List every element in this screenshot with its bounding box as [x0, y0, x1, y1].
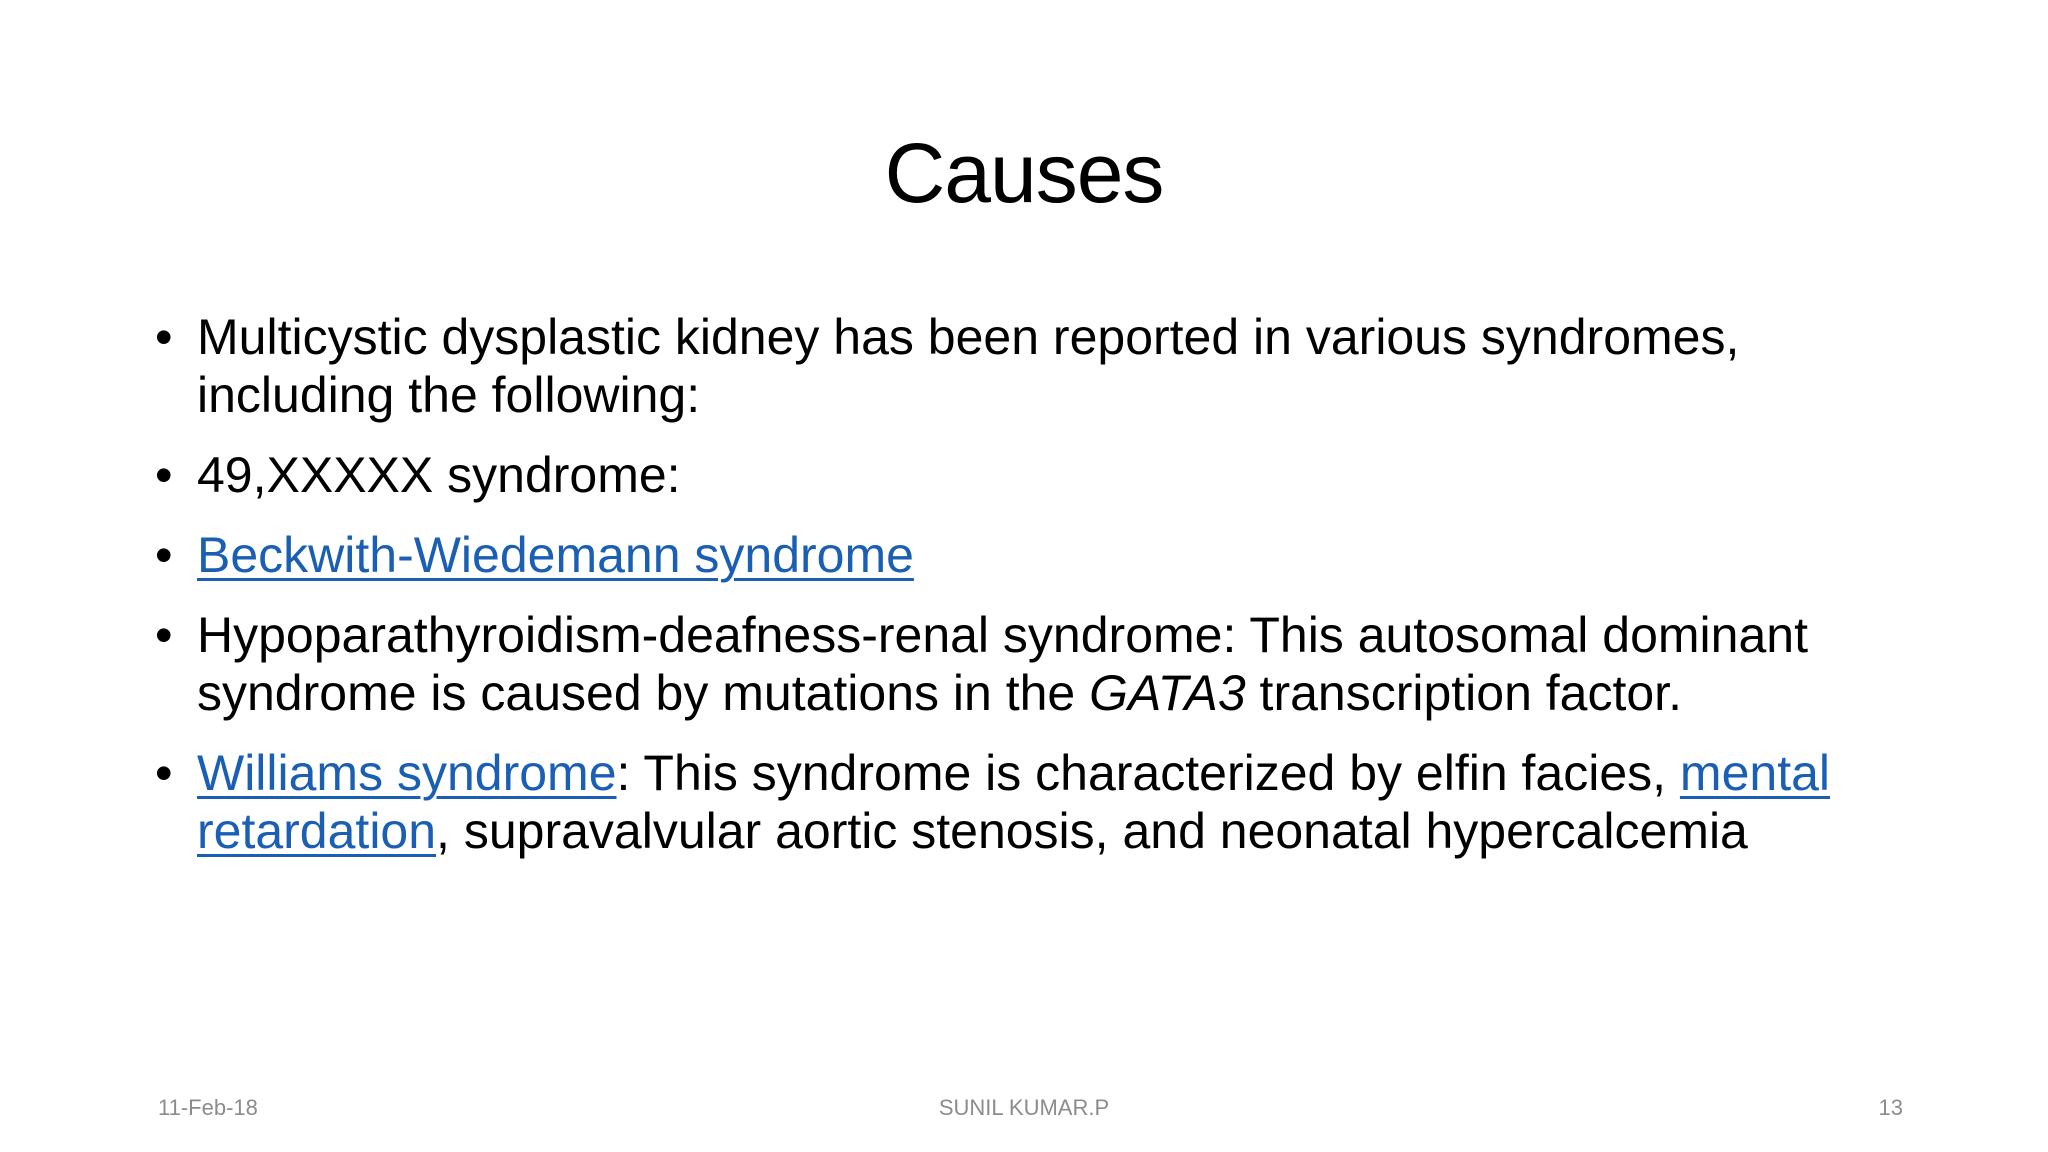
- footer-author: SUNIL KUMAR.P: [938, 1095, 1110, 1120]
- bullet-text: transcription factor.: [1245, 665, 1682, 721]
- williams-syndrome-link[interactable]: Williams syndrome: [197, 745, 617, 801]
- bullet-text: , supravalvular aortic stenosis, and neonatal hypercalcemia: [436, 803, 1748, 859]
- bullet-text: 49,XXXXX syndrome:: [197, 447, 681, 503]
- bullet-list: [155, 308, 1935, 882]
- bullet-item: [155, 744, 1935, 860]
- gene-name: GATA3: [1089, 665, 1246, 721]
- bullet-dot: •: [155, 447, 173, 503]
- bullet-item: [155, 446, 1935, 504]
- bullet-dot: •: [155, 309, 173, 365]
- bullet-text: : This syndrome is characterized by elfin facies,: [616, 745, 1680, 801]
- footer-date: 11-Feb-18: [158, 1095, 258, 1120]
- bullet-text: Multicystic dysplastic kidney has been reported in various syndromes, including the following:: [197, 309, 1740, 423]
- bullet-dot: •: [155, 607, 173, 663]
- slide-title: Causes: [884, 126, 1164, 220]
- bullet-item: [155, 526, 1935, 584]
- footer-page-number: 13: [1878, 1095, 1903, 1120]
- bullet-dot: •: [155, 745, 173, 801]
- bullet-item: [155, 308, 1935, 424]
- bullet-dot: •: [155, 527, 173, 583]
- bullet-item: [155, 606, 1935, 722]
- bullet-text: Hypoparathyroidism-deafness-renal syndrome: This autosomal dominant syndrome is caused by mutations in the: [197, 607, 1808, 721]
- mental-retardation-link[interactable]: mental retardation: [197, 745, 1830, 859]
- beckwith-wiedemann-link[interactable]: Beckwith-Wiedemann syndrome: [197, 527, 914, 583]
